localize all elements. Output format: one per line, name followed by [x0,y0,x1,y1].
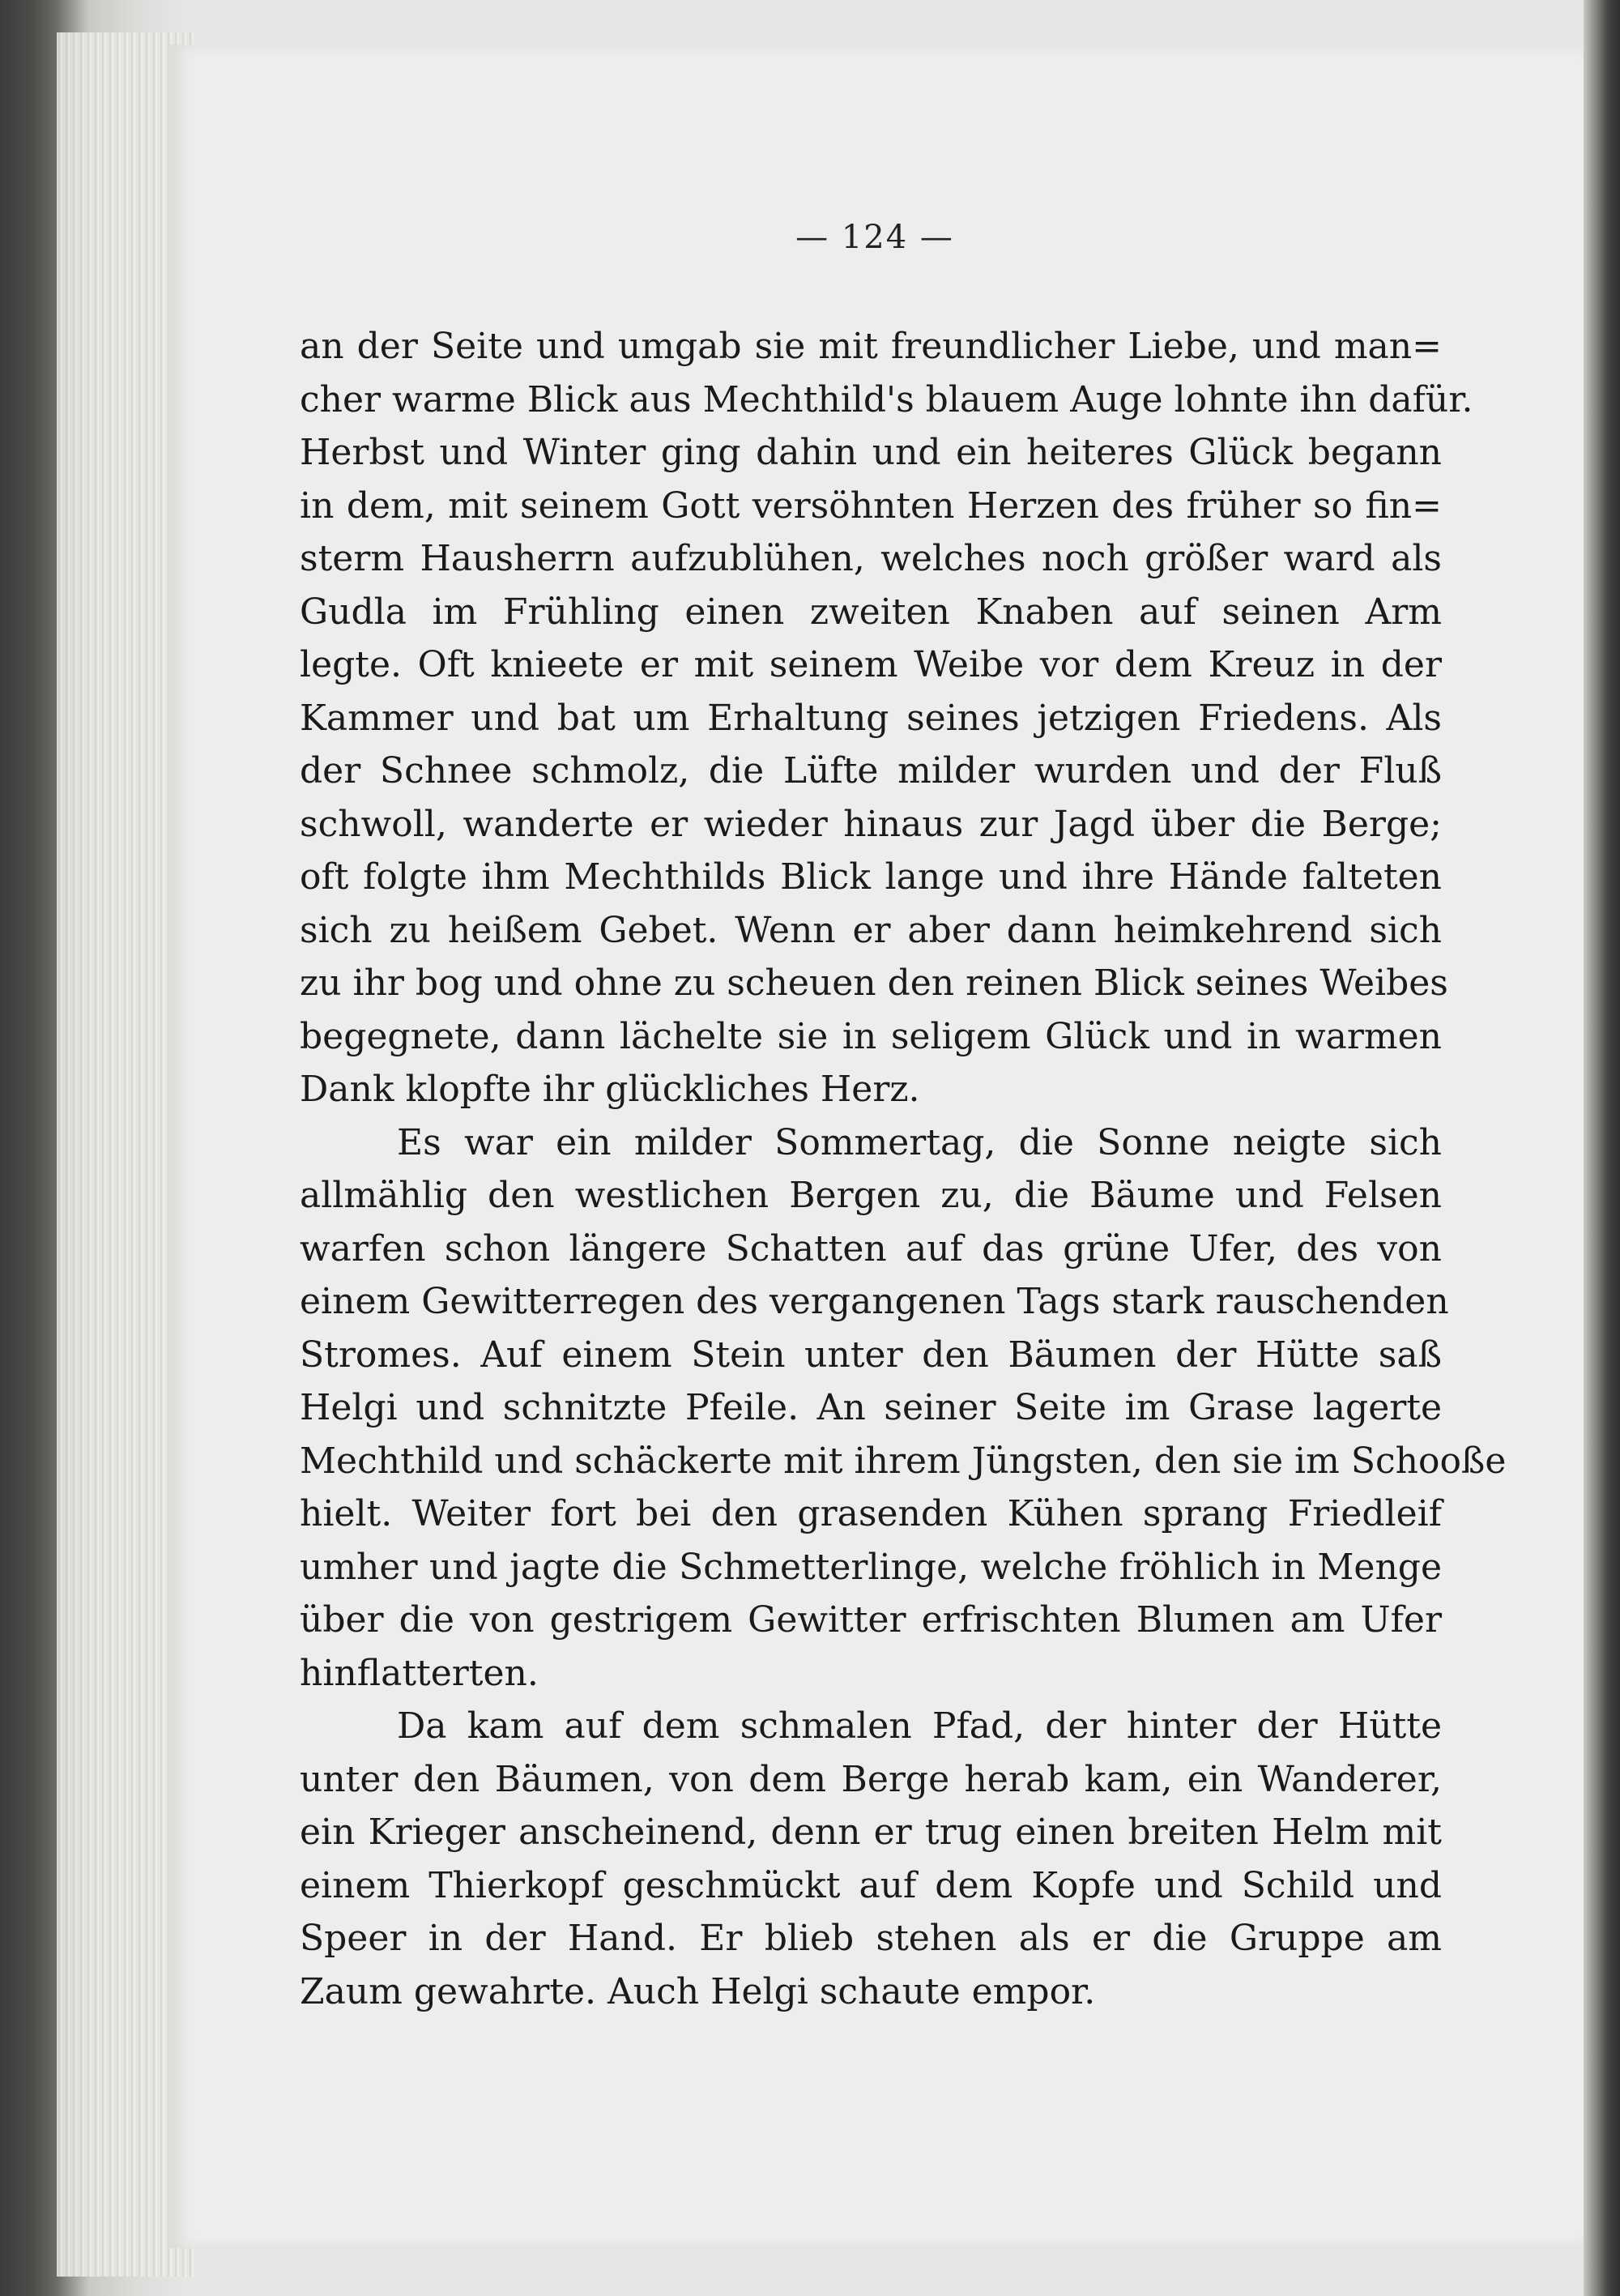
text-line: legte. Oft knieete er mit seinem Weibe vor dem Kreuz in der [300,644,1442,685]
text-line: ein Krieger anscheinend, denn er trug einen breiten Helm mit [300,1812,1442,1853]
text-line: Herbst und Winter ging dahin und ein heiteres Glück begann [300,432,1442,473]
book-spine [1584,0,1620,2296]
text-line: Da kam auf dem schmalen Pfad, der hinter der Hütte [397,1705,1442,1747]
text-line: schwoll, wanderte er wieder hinaus zur Jagd über die Berge; [300,803,1442,845]
text-line: oft folgte ihm Mechthilds Blick lange und ihre Hände falteten [300,856,1442,898]
page-number: — 124 — [795,219,954,256]
text-line: Kammer und bat um Erhaltung seines jetzigen Friedens. Als [300,697,1442,739]
body-text [300,320,1507,2018]
text-line: Zaum gewahrte. Auch Helgi schaute empor. [300,1970,1096,2012]
text-line: Gudla im Frühling einen zweiten Knaben auf seinen Arm [300,591,1442,633]
text-line: hinflatterten. [300,1652,539,1694]
text-line: unter den Bäumen, von dem Berge herab kam, ein Wanderer, [300,1758,1442,1800]
text-line: warfen schon längere Schatten auf das grüne Ufer, des von [300,1227,1442,1270]
text-line: zu ihr bog und ohne zu scheuen den reinen Blick seines Weibes [300,962,1448,1004]
text-line: Es war ein milder Sommertag, die Sonne neigte sich [397,1121,1442,1163]
text-line: sterm Hausherrn aufzublühen, welches noch größer ward als [300,538,1442,579]
text-line: an der Seite und umgab sie mit freundlicher Liebe, und man= [300,326,1442,367]
text-line: hielt. Weiter fort bei den grasenden Kühen sprang Friedleif [300,1493,1442,1534]
text-line: über die von gestrigem Gewitter erfrischten Blumen am Ufer [300,1599,1442,1641]
text-line: Mechthild und schäckerte mit ihrem Jüngsten, den sie im Schooße [300,1440,1507,1482]
text-line: allmählig den westlichen Bergen zu, die Bäume und Felsen [300,1175,1442,1216]
text-line: umher und jagte die Schmetterlinge, welche fröhlich in Menge [300,1546,1442,1588]
text-line: einem Thierkopf geschmückt auf dem Kopfe und Schild und [300,1864,1442,1906]
text-line: einem Gewitterregen des vergangenen Tags stark rauschenden [300,1281,1449,1322]
text-line: Dank klopfte ihr glückliches Herz. [300,1069,920,1110]
text-line: in dem, mit seinem Gott versöhnten Herzen des früher so fin= [300,484,1442,527]
text-line: cher warme Blick aus Mechthild's blauem Auge lohnte ihn dafür. [300,378,1473,420]
text-line: sich zu heißem Gebet. Wenn er aber dann heimkehrend sich [300,909,1442,951]
text-line: begegnete, dann lächelte sie in seligem Glück und in warmen [300,1015,1442,1057]
text-line: Speer in der Hand. Er blieb stehen als er die Gruppe am [300,1918,1442,1959]
text-line: Stromes. Auf einem Stein unter den Bäumen der Hütte saß [300,1334,1442,1376]
text-line: Helgi und schnitzte Pfeile. An seiner Seite im Grase lagerte [300,1387,1442,1428]
text-line: der Schnee schmolz, die Lüfte milder wurden und der Fluß [300,750,1442,792]
